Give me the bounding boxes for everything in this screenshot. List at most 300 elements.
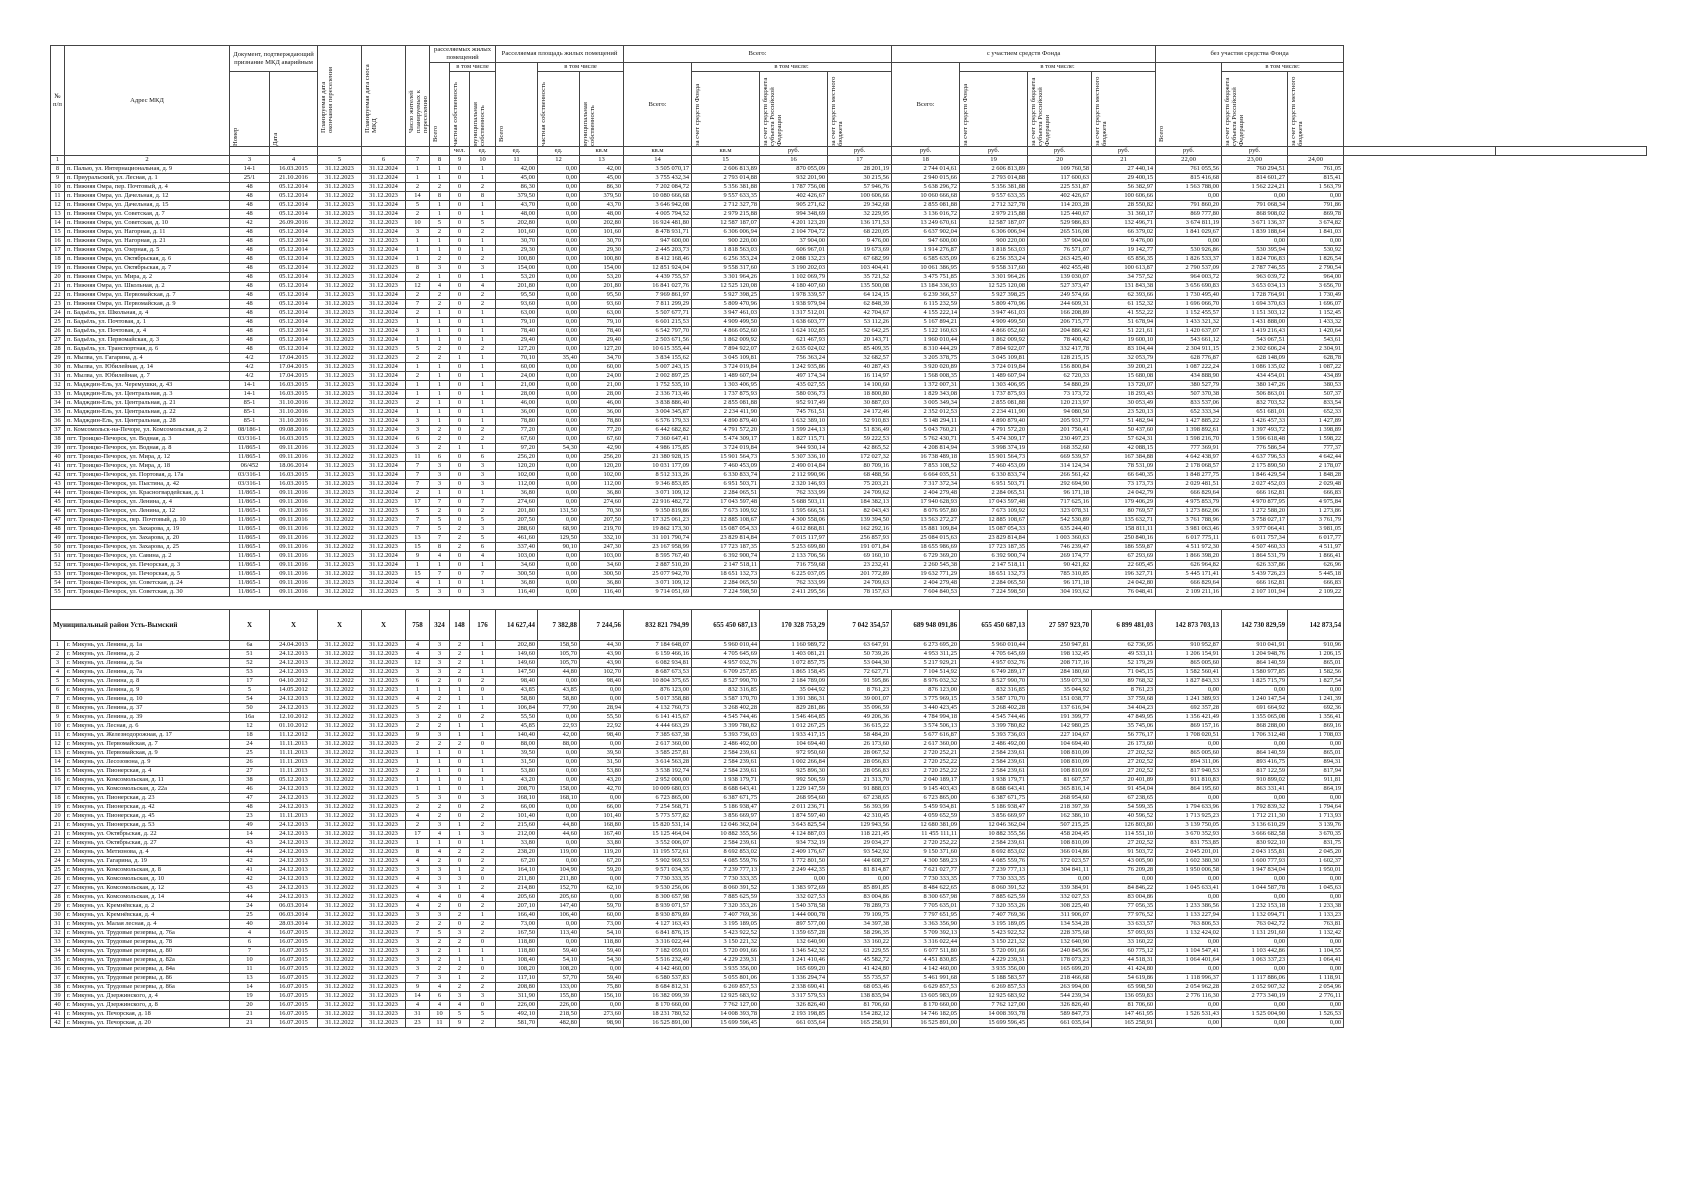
- cell: 6 542 797,70: [624, 327, 692, 336]
- cell: 7: [470, 498, 496, 507]
- cell: 48,00: [496, 210, 538, 219]
- cell: 661 035,64: [1028, 1019, 1092, 1028]
- cell: 42: [51, 1019, 65, 1028]
- cell: 2: [430, 938, 450, 947]
- table-row: [51, 686, 1647, 695]
- cell: 626 337,86: [1222, 561, 1288, 570]
- cell: 42: [230, 219, 270, 228]
- cell: 332,10: [580, 534, 624, 543]
- cell: 1: [450, 884, 470, 893]
- cell: 17 043 597,48: [960, 498, 1028, 507]
- cell: 311 906,07: [1028, 911, 1092, 920]
- cell: 70,10: [496, 354, 538, 363]
- cell: 1: [470, 363, 496, 372]
- fund-all-header: Всего:: [892, 63, 960, 147]
- cell: 0,00: [538, 453, 580, 462]
- cell: п. Мадждин-Ель, ул. Черемушки, д. 43: [65, 381, 230, 390]
- cell: 2 635 024,02: [760, 345, 828, 354]
- cell: 13: [406, 534, 430, 543]
- cell: г. Микунь, ул. Трудовые резервы, д. 82а: [65, 956, 230, 965]
- cell: 269 174,77: [1028, 552, 1092, 561]
- cell: 1 713,93: [1288, 812, 1344, 821]
- cell: 3 301 964,26: [692, 273, 760, 282]
- cell: 17: [230, 677, 270, 686]
- cell: 0,00: [538, 228, 580, 237]
- cell: 5 474 309,17: [692, 435, 760, 444]
- cell: 4 866 052,60: [960, 327, 1028, 336]
- cell: 1 118 996,37: [1156, 974, 1222, 983]
- cell: 5 253 699,80: [760, 543, 828, 552]
- cell: 0,00: [538, 381, 580, 390]
- cell: 1 846 429,54: [1222, 471, 1288, 480]
- unit-cell: руб.: [1156, 147, 1222, 156]
- cell: 31.12.2023: [362, 516, 406, 525]
- cell: 28,94: [580, 704, 624, 713]
- cell: 5 356 381,88: [692, 183, 760, 192]
- cell: 40: [51, 453, 65, 462]
- cell: 666 829,64: [1156, 579, 1222, 588]
- cell: 37: [51, 974, 65, 983]
- column-number: 16: [760, 156, 828, 165]
- cell: п. Мадждин-Ель, ул. Центральная, д. 28: [65, 417, 230, 426]
- table-row: [51, 336, 1647, 345]
- cell: 2: [450, 938, 470, 947]
- cell: 31.12.2023: [362, 318, 406, 327]
- cell: 0,00: [1222, 686, 1288, 695]
- cell: 1 160 989,72: [760, 641, 828, 650]
- cell: 108,40: [496, 956, 538, 965]
- cell: 102,70: [580, 668, 624, 677]
- cell: 4 975 853,79: [1156, 498, 1222, 507]
- unit-cell: [430, 147, 450, 156]
- table-row: [51, 516, 1647, 525]
- cell: 53: [51, 570, 65, 579]
- cell: 3: [430, 650, 450, 659]
- cell: 23: [406, 1019, 430, 1028]
- cell: 0,00: [538, 399, 580, 408]
- cell: 22,92: [580, 722, 624, 731]
- cell: 7 969 861,97: [624, 291, 692, 300]
- cell: 900 220,00: [692, 237, 760, 246]
- cell: 205,60: [496, 893, 538, 902]
- cell: 0,00: [538, 192, 580, 201]
- cell: 1 489 607,94: [960, 372, 1028, 381]
- cell: 3 136 610,29: [1222, 821, 1288, 830]
- cell: 42 310,45: [828, 812, 892, 821]
- cell: 0: [450, 713, 470, 722]
- cell: 42,00: [580, 165, 624, 174]
- cell: 57 093,93: [1092, 929, 1156, 938]
- cell: 2: [470, 713, 496, 722]
- fund-incl-header: в том числе:: [960, 63, 1156, 72]
- cell: 13 249 670,61: [892, 219, 960, 228]
- cell: 31.12.2022: [318, 749, 362, 758]
- cell: 09.11.2016: [270, 561, 318, 570]
- cell: 23 520,13: [1092, 408, 1156, 417]
- cell: 1 563 788,00: [1156, 183, 1222, 192]
- cell: пгт. Троицко-Печорск, ул. Мира, д. 18: [65, 462, 230, 471]
- cell: 1: [406, 785, 430, 794]
- cell: 1 978 339,57: [760, 291, 828, 300]
- cell: 2: [430, 291, 450, 300]
- cell: 7: [406, 300, 430, 309]
- total-local-header: за счет средств местного бюджета: [828, 72, 892, 147]
- cell: 1: [430, 273, 450, 282]
- cell: 0: [450, 749, 470, 758]
- cell: 5: [406, 507, 430, 516]
- cell: 9 530 256,06: [624, 884, 692, 893]
- cell: 1 336 294,74: [760, 974, 828, 983]
- cell: 05.12.2014: [270, 282, 318, 291]
- cell: 28 067,52: [828, 749, 892, 758]
- cell: 31.12.2022: [318, 857, 362, 866]
- cell: 36,80: [580, 579, 624, 588]
- cell: 0,00: [538, 677, 580, 686]
- table-row: [51, 776, 1647, 785]
- cell: 101,60: [496, 228, 538, 237]
- cell: 31.12.2023: [318, 174, 362, 183]
- cell: 0: [470, 875, 496, 884]
- table-row: [51, 210, 1647, 219]
- cell: 0,00: [1222, 192, 1288, 201]
- cell: 1: [470, 668, 496, 677]
- cell: 15 699 596,45: [692, 1019, 760, 1028]
- cell: 31.12.2023: [318, 444, 362, 453]
- cell: 70,30: [580, 507, 624, 516]
- cell: 304 193,62: [1028, 588, 1092, 597]
- cell: 101,40: [496, 812, 538, 821]
- cell: 0,00: [538, 327, 580, 336]
- cell: 21: [51, 282, 65, 291]
- cell: 5 148 294,11: [892, 417, 960, 426]
- table-row: [51, 543, 1647, 552]
- cell: 5 186 938,47: [692, 803, 760, 812]
- cell: пгт. Троицко-Печорск, ул. Пыстина, д. 42: [65, 480, 230, 489]
- cell: 119,00: [538, 848, 580, 857]
- cell: 0,00: [580, 965, 624, 974]
- cell: 31.12.2022: [318, 318, 362, 327]
- cell: 42,70: [580, 785, 624, 794]
- cell: 0,00: [538, 201, 580, 210]
- cell: 31.12.2023: [362, 938, 406, 947]
- cell: 138 835,94: [828, 992, 892, 1001]
- cell: 31.12.2024: [362, 255, 406, 264]
- cell: 0,00: [1222, 893, 1288, 902]
- cell: 22 605,45: [1092, 561, 1156, 570]
- cell: 5 445 171,41: [1156, 570, 1222, 579]
- cell: 172 023,57: [1028, 857, 1092, 866]
- cell: 48: [230, 273, 270, 282]
- cell: 28 056,83: [828, 758, 892, 767]
- cell: 402 426,67: [760, 192, 828, 201]
- cell: 31.12.2023: [362, 902, 406, 911]
- section-value: 27 597 923,70: [1028, 610, 1092, 641]
- cell: 1 241,39: [1288, 695, 1344, 704]
- cell: 31.12.2022: [318, 893, 362, 902]
- cell: 2 720 252,22: [892, 758, 960, 767]
- cell: 12 925 683,92: [960, 992, 1028, 1001]
- cell: 2: [470, 677, 496, 686]
- cell: 0,00: [828, 875, 892, 884]
- cell: 45,00: [580, 174, 624, 183]
- cell: 1 072 857,75: [760, 659, 828, 668]
- cell: 45,85: [496, 722, 538, 731]
- cell: 7 239 777,13: [692, 866, 760, 875]
- cell: 33: [51, 938, 65, 947]
- cell: 3 136 016,72: [892, 210, 960, 219]
- cell: 911,81: [1288, 776, 1344, 785]
- cell: 507 370,38: [1156, 390, 1222, 399]
- cell: 53: [230, 668, 270, 677]
- cell: 1 229 147,59: [760, 785, 828, 794]
- cell: 266 561,42: [1028, 471, 1092, 480]
- cell: 832 316,85: [692, 686, 760, 695]
- cell: 14 008 393,78: [960, 1010, 1028, 1019]
- cell: 105,70: [538, 650, 580, 659]
- cell: 103,00: [496, 552, 538, 561]
- cell: 434,89: [1288, 372, 1344, 381]
- cell: 434 888,90: [1156, 372, 1222, 381]
- cell: 43,70: [580, 201, 624, 210]
- table-row: [51, 848, 1647, 857]
- cell: 31.12.2023: [318, 408, 362, 417]
- cell: 10 882 355,56: [960, 830, 1028, 839]
- cell: г. Микунь, ул. Гагарина, д. 19: [65, 857, 230, 866]
- cell: 5 809 470,96: [960, 300, 1028, 309]
- cell: 0: [450, 839, 470, 848]
- cell: 6 017 775,11: [1156, 534, 1222, 543]
- section-value: 7 244,56: [580, 610, 624, 641]
- cell: 2 409 176,67: [760, 848, 828, 857]
- cell: 0,00: [538, 570, 580, 579]
- cell: 865 005,60: [1156, 749, 1222, 758]
- cell: 2 606 813,89: [960, 165, 1028, 174]
- cell: 5 186 938,47: [960, 803, 1028, 812]
- cell: 51: [230, 650, 270, 659]
- cell: 3 195 189,05: [692, 920, 760, 929]
- cell: 3: [430, 731, 450, 740]
- cell: 1: [450, 821, 470, 830]
- cell: 2: [430, 677, 450, 686]
- cell: 1 772 801,50: [760, 857, 828, 866]
- cell: 137 616,94: [1028, 704, 1092, 713]
- cell: 3: [470, 830, 496, 839]
- cell: 31.12.2023: [362, 192, 406, 201]
- cell: 05.12.2014: [270, 345, 318, 354]
- table-row: [51, 435, 1647, 444]
- cell: 776 586,54: [1222, 444, 1288, 453]
- cell: 3: [406, 956, 430, 965]
- cell: 1 598 216,70: [1156, 435, 1222, 444]
- cell: 2: [470, 821, 496, 830]
- cell: 86,30: [496, 183, 538, 192]
- cell: 274,60: [580, 498, 624, 507]
- cell: 31.12.2024: [362, 300, 406, 309]
- cell: 52 910,83: [828, 417, 892, 426]
- cell: 147,50: [496, 668, 538, 677]
- cell: 24: [51, 309, 65, 318]
- cell: 1 864 531,79: [1222, 552, 1288, 561]
- table-row: [51, 803, 1647, 812]
- cell: 6: [406, 435, 430, 444]
- cell: 5: [470, 1010, 496, 1019]
- cell: 139 030,07: [1028, 273, 1092, 282]
- cell: 3 674,82: [1288, 219, 1344, 228]
- cell: 166,40: [496, 911, 538, 920]
- cell: 36: [51, 417, 65, 426]
- cell: 85-1: [230, 417, 270, 426]
- cell: 54: [230, 695, 270, 704]
- cell: г. Микунь, ул. Октябрьская, д. 27: [65, 839, 230, 848]
- cell: 3 935 356,00: [960, 965, 1028, 974]
- cell: 1 152 455,57: [1156, 309, 1222, 318]
- cell: 716 759,68: [760, 561, 828, 570]
- cell: 31: [51, 372, 65, 381]
- cell: 1: [430, 210, 450, 219]
- section-value: 655 450 687,13: [692, 610, 760, 641]
- cell: 12 525 120,08: [960, 282, 1028, 291]
- cell: 31.12.2022: [318, 884, 362, 893]
- cell: 31.12.2022: [318, 713, 362, 722]
- cell: 31.12.2022: [318, 902, 362, 911]
- unit-cell: [1288, 147, 1344, 156]
- cell: 33,80: [496, 839, 538, 848]
- cell: 0,00: [538, 857, 580, 866]
- unit-cell: [1495, 147, 1646, 156]
- cell: 3 316 022,44: [624, 938, 692, 947]
- cell: пгт. Троицко-Печорск, ул. Печорская, д. 3: [65, 561, 230, 570]
- cell: 16.07.2015: [270, 1010, 318, 1019]
- cell: 4 890 879,40: [692, 417, 760, 426]
- cell: г. Микунь, ул. Пионерская, д. 42: [65, 803, 230, 812]
- cell: 1: [430, 363, 450, 372]
- cell: 31.12.2022: [318, 219, 362, 228]
- cell: 0: [450, 794, 470, 803]
- cell: 25: [51, 866, 65, 875]
- cell: 5 474 309,17: [960, 435, 1028, 444]
- cell: 32: [51, 929, 65, 938]
- cell: 3 761,79: [1288, 516, 1344, 525]
- cell: 0,00: [1156, 938, 1222, 947]
- cell: 0: [470, 965, 496, 974]
- cell: 972 950,60: [760, 749, 828, 758]
- cell: 8 527 990,70: [960, 677, 1028, 686]
- cell: 1 233,38: [1288, 902, 1344, 911]
- cell: 162 386,10: [1028, 812, 1092, 821]
- cell: 24.12.2013: [270, 821, 318, 830]
- cell: 8 300 657,98: [624, 893, 692, 902]
- cell: 3 585 257,81: [624, 749, 692, 758]
- cell: 4 085 559,76: [960, 857, 1028, 866]
- cell: 0: [450, 588, 470, 597]
- cell: 4 637 796,53: [1222, 453, 1288, 462]
- cell: 691 664,92: [1222, 704, 1288, 713]
- section-value: 170 328 753,29: [760, 610, 828, 641]
- cell: 16: [51, 237, 65, 246]
- cell: 24.12.2013: [270, 830, 318, 839]
- cell: 6 723 865,00: [624, 794, 692, 803]
- cell: 48: [230, 803, 270, 812]
- cell: 0,00: [1222, 794, 1288, 803]
- cell: 379,50: [580, 192, 624, 201]
- cell: 250 947,81: [1028, 641, 1092, 650]
- column-number: 24,00: [1288, 156, 1344, 165]
- cell: 116,40: [580, 588, 624, 597]
- cell: 0,00: [538, 839, 580, 848]
- cell: 2 404 279,48: [892, 489, 960, 498]
- cell: 178 073,23: [1028, 956, 1092, 965]
- cell: 0,00: [538, 426, 580, 435]
- cell: 30: [51, 911, 65, 920]
- cell: 1 582,56: [1288, 668, 1344, 677]
- cell: 09.11.2016: [270, 489, 318, 498]
- cell: 15 680,08: [1092, 372, 1156, 381]
- cell: 85 891,85: [828, 884, 892, 893]
- cell: 1: [470, 641, 496, 650]
- cell: 11/865-1: [230, 525, 270, 534]
- cell: 31 101 790,74: [624, 534, 692, 543]
- cell: 05.12.2014: [270, 183, 318, 192]
- cell: 3 475 751,85: [892, 273, 960, 282]
- cell: 4: [51, 668, 65, 677]
- cell: 0,00: [538, 291, 580, 300]
- cell: 1 580 977,85: [1222, 668, 1288, 677]
- cell: 2 147 518,11: [960, 561, 1028, 570]
- table-row: [51, 273, 1647, 282]
- cell: 2: [470, 929, 496, 938]
- column-number-row: [51, 156, 1647, 165]
- cell: 4 229 239,31: [960, 956, 1028, 965]
- cell: 4 155 222,14: [892, 309, 960, 318]
- cell: 16 738 489,18: [892, 453, 960, 462]
- cell: 0,00: [538, 579, 580, 588]
- cell: 12: [230, 722, 270, 731]
- cell: п. Мадждин-Ель, ул. Центральная, д. 3: [65, 390, 230, 399]
- cell: 815,41: [1288, 174, 1344, 183]
- cell: 2: [430, 695, 450, 704]
- rooms-private-header: частная собственность: [450, 72, 470, 147]
- cell: 38: [51, 435, 65, 444]
- cell: 1 960 010,44: [892, 336, 960, 345]
- cell: 238,20: [496, 848, 538, 857]
- cell: 196 327,71: [1092, 570, 1156, 579]
- cell: 3 440 423,45: [892, 704, 960, 713]
- cell: 1: [406, 237, 430, 246]
- cell: 1 596 618,48: [1222, 435, 1288, 444]
- cell: 2: [430, 965, 450, 974]
- cell: 1: [406, 318, 430, 327]
- cell: 3: [430, 264, 450, 273]
- cell: 126 803,80: [1092, 821, 1156, 830]
- cell: 1 303 406,95: [960, 381, 1028, 390]
- cell: 31.12.2022: [318, 767, 362, 776]
- cell: 31.12.2024: [362, 183, 406, 192]
- cell: 4 124 887,03: [760, 830, 828, 839]
- cell: 1 730 495,40: [1156, 291, 1222, 300]
- cell: 11/865-1: [230, 489, 270, 498]
- fund-local-header: за счет средств местного бюджета: [1092, 72, 1156, 147]
- cell: 108 810,09: [1028, 758, 1092, 767]
- cell: 7: [406, 471, 430, 480]
- cell: 16.07.2015: [270, 956, 318, 965]
- cell: 247,30: [580, 543, 624, 552]
- cell: 964 003,72: [1156, 273, 1222, 282]
- cell: 5 638 296,72: [892, 183, 960, 192]
- cell: 31.12.2023: [362, 866, 406, 875]
- cell: 228 375,68: [1028, 929, 1092, 938]
- cell: 58,80: [496, 695, 538, 704]
- cell: 0: [450, 363, 470, 372]
